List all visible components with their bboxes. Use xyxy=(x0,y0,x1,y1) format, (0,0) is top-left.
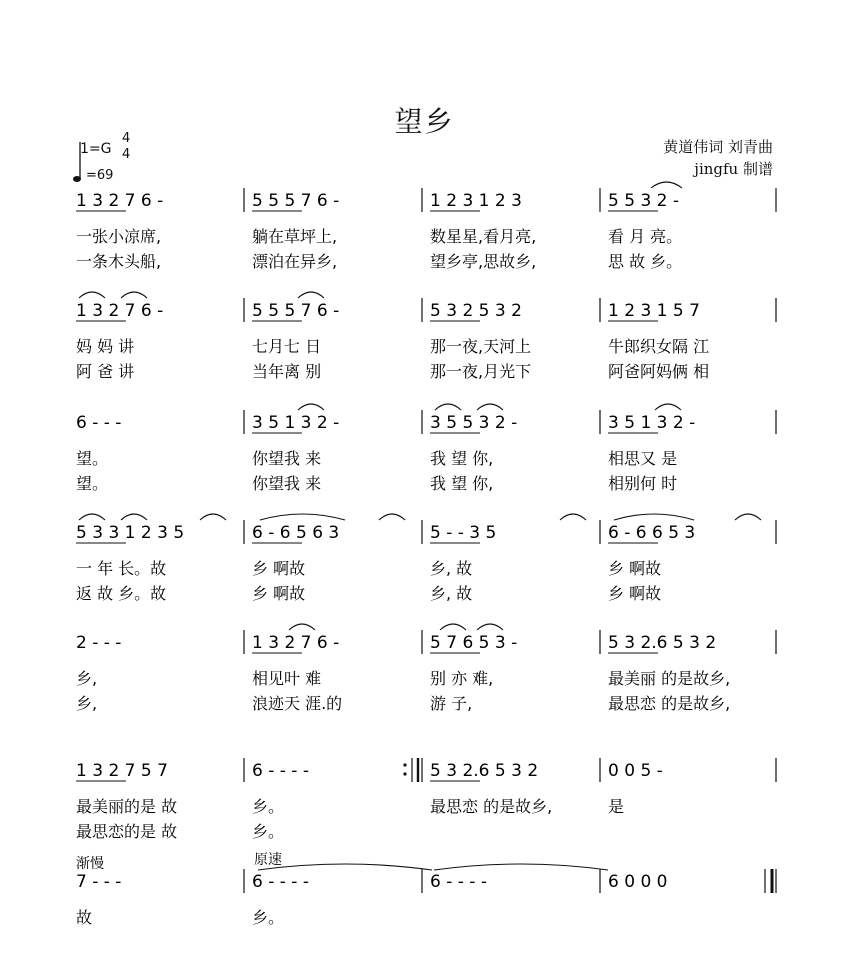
lyric-verse-1: 最美丽 的是故乡, xyxy=(608,669,731,688)
lyric-verse-2: 游 子, xyxy=(430,694,473,713)
lyric-verse-1: 故 xyxy=(76,908,93,927)
note-group: 1 3 2 7 5 7 xyxy=(76,761,168,781)
lyric-verse-1: 相思又 是 xyxy=(608,449,678,468)
note-group: 3 5 1 3 2 - xyxy=(608,413,696,433)
lyric-verse-1: 躺在草坪上, xyxy=(252,227,338,246)
note-group: 5 3 3 1 2 3 5 xyxy=(76,523,185,543)
note-group: 5 7 6 5 3 - xyxy=(430,633,518,653)
lyric-verse-1: 乡 啊故 xyxy=(252,559,306,578)
lyric-verse-1: 乡, xyxy=(76,669,98,688)
note-group: 2 - - - xyxy=(76,633,122,653)
lyric-verse-1: 别 亦 难, xyxy=(430,669,494,688)
lyric-verse-1: 那一夜,天河上 xyxy=(430,337,532,356)
slur xyxy=(289,624,315,630)
lyric-verse-1: 乡。 xyxy=(252,797,285,816)
lyric-verse-1: 相见叶 难 xyxy=(252,669,322,688)
lyric-verse-2: 望乡亭,思故乡, xyxy=(430,252,537,271)
slur xyxy=(477,624,503,630)
lyric-verse-2: 思 故 乡。 xyxy=(608,252,683,271)
lyric-verse-1: 妈 妈 讲 xyxy=(76,337,135,356)
song-title: 望乡 xyxy=(394,105,455,138)
lyric-verse-1: 乡。 xyxy=(252,908,285,927)
lyric-verse-2: 返 故 乡。故 xyxy=(76,584,167,603)
note-group: 1 3 2 7 6 - xyxy=(252,633,340,653)
slur xyxy=(735,514,761,520)
lyric-verse-2: 当年离 别 xyxy=(252,362,322,381)
lyric-verse-2: 乡。 xyxy=(252,822,285,841)
time-signature-bottom: 4 xyxy=(122,147,131,162)
note-group: 6 - - - - xyxy=(430,872,487,892)
slur xyxy=(477,404,503,410)
lyric-verse-1: 乡, 故 xyxy=(430,559,473,578)
note-group: 6 - - - - xyxy=(252,872,309,892)
note-group: 5 3 2 5 3 2 xyxy=(430,301,522,321)
lyric-verse-1: 是 xyxy=(608,797,625,816)
lyric-verse-1: 望。 xyxy=(76,449,109,468)
lyric-verse-1: 我 望 你, xyxy=(430,449,494,468)
key-signature: 1=G xyxy=(80,141,112,157)
slur xyxy=(79,514,105,520)
slur xyxy=(79,292,105,298)
repeat-dot xyxy=(403,763,406,766)
tempo-direction-slowing: 渐慢 xyxy=(76,856,104,872)
lyric-verse-2: 阿 爸 讲 xyxy=(76,362,135,381)
time-signature-top: 4 xyxy=(122,131,131,146)
transcriber-credit: jingfu 制谱 xyxy=(694,160,773,178)
note-group: 5 5 3 2 - xyxy=(608,191,680,211)
slur xyxy=(258,864,432,870)
lyric-verse-2: 乡 啊故 xyxy=(252,584,306,603)
lyric-verse-2: 一条木头船, xyxy=(76,252,162,271)
repeat-dot xyxy=(403,772,406,775)
note-group: 0 0 5 - xyxy=(608,761,663,781)
note-group: 6 - - - - xyxy=(252,761,309,781)
slur xyxy=(655,404,681,410)
lyric-verse-2: 你望我 来 xyxy=(252,474,322,493)
slur xyxy=(614,514,694,520)
note-group: 3 5 1 3 2 - xyxy=(252,413,340,433)
lyric-verse-2: 最思恋的是 故 xyxy=(76,822,178,841)
lyric-verse-1: 牛郎织女隔 江 xyxy=(608,337,710,356)
note-group: 5 - - 3 5 xyxy=(430,523,497,543)
lyric-verse-2: 乡 啊故 xyxy=(608,584,662,603)
lyric-verse-2: 阿爸阿妈俩 相 xyxy=(608,362,710,381)
slur xyxy=(379,514,405,520)
lyric-verse-2: 最思恋 的是故乡, xyxy=(608,694,731,713)
lyric-verse-1: 最思恋 的是故乡, xyxy=(430,797,553,816)
note-group: 3 5 5 3 2 - xyxy=(430,413,518,433)
slur xyxy=(298,404,324,410)
slur xyxy=(440,624,466,630)
lyric-verse-2: 乡, 故 xyxy=(430,584,473,603)
note-group: 5 5 5 7 6 - xyxy=(252,301,340,321)
lyric-verse-1: 七月七 日 xyxy=(252,337,322,356)
lyric-verse-2: 乡, xyxy=(76,694,98,713)
tempo-direction-original: 原速 xyxy=(254,852,282,868)
slur xyxy=(200,514,226,520)
note-group: 1 3 2 7 6 - xyxy=(76,301,164,321)
note-group: 7 - - - xyxy=(76,872,122,892)
note-group: 5 3 2.6 5 3 2 xyxy=(608,633,717,653)
lyric-verse-1: 数星星,看月亮, xyxy=(430,227,537,246)
note-group: 1 2 3 1 5 7 xyxy=(608,301,700,321)
note-group: 1 2 3 1 2 3 xyxy=(430,191,522,211)
slur xyxy=(260,514,345,520)
lyric-verse-2: 相别何 时 xyxy=(608,474,678,493)
lyric-verse-1: 乡 啊故 xyxy=(608,559,662,578)
note-group: 6 - 6 6 5 3 xyxy=(608,523,696,543)
slur xyxy=(121,514,147,520)
lyric-verse-2: 浪迹天 涯.的 xyxy=(252,694,343,713)
slur xyxy=(435,404,461,410)
slur xyxy=(298,292,324,298)
slur xyxy=(434,864,608,870)
note-group: 5 5 5 7 6 - xyxy=(252,191,340,211)
note-group: 1 3 2 7 6 - xyxy=(76,191,164,211)
lyric-verse-2: 那一夜,月光下 xyxy=(430,362,532,381)
tempo-marking: =69 xyxy=(86,168,114,183)
lyric-verse-1: 一 年 长。故 xyxy=(76,559,167,578)
lyric-verse-2: 望。 xyxy=(76,474,109,493)
note-group: 5 3 2.6 5 3 2 xyxy=(430,761,539,781)
slur xyxy=(560,514,586,520)
lyric-verse-1: 最美丽的是 故 xyxy=(76,797,178,816)
note-group: 6 - - - xyxy=(76,413,122,433)
slur xyxy=(121,292,147,298)
slur xyxy=(651,182,682,188)
lyric-verse-1: 看 月 亮。 xyxy=(608,227,683,246)
lyric-verse-2: 漂泊在异乡, xyxy=(252,252,338,271)
lyric-verse-2: 我 望 你, xyxy=(430,474,494,493)
note-group: 6 0 0 0 xyxy=(608,872,668,892)
lyric-verse-1: 你望我 来 xyxy=(252,449,322,468)
composer-credit: 黄道伟词 刘青曲 xyxy=(663,138,773,156)
note-group: 6 - 6 5 6 3 xyxy=(252,523,340,543)
lyric-verse-1: 一张小凉席, xyxy=(76,227,162,246)
